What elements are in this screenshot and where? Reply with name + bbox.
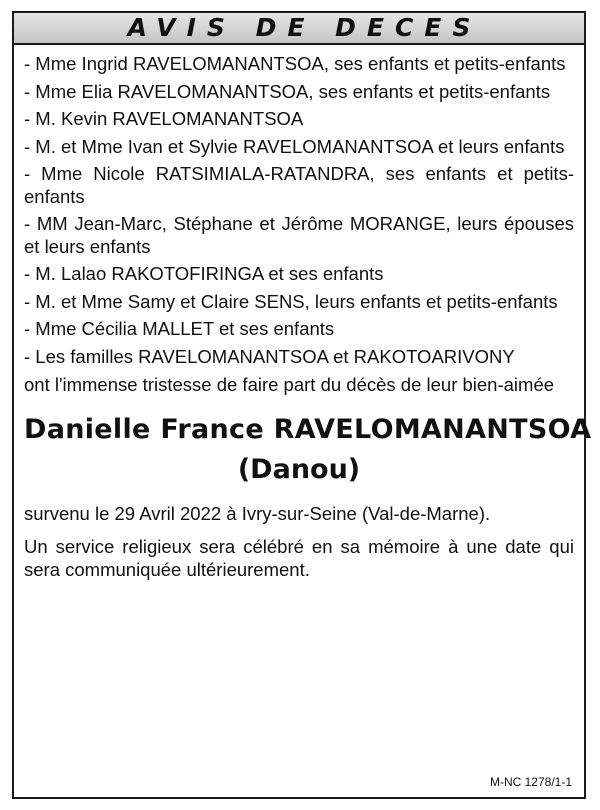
notice-title: AVIS DE DECES	[127, 13, 482, 42]
family-member: - Mme Elia RAVELOMANANTSOA, ses enfants et petits-enfants	[24, 80, 551, 102]
reference-code: M-NC 1278/1-1	[489, 775, 572, 789]
deceased-nickname: (Danou)	[237, 454, 361, 485]
family-list	[24, 53, 574, 368]
announcement-text: ont l'immense tristesse de faire part du décès de leur bien-aimée	[24, 374, 555, 395]
family-member: - Mme Ingrid RAVELOMANANTSOA, ses enfants et petits-enfants	[24, 53, 566, 74]
family-member: - M. et Mme Samy et Claire SENS, leurs enfants et petits-enfants	[24, 290, 558, 312]
family-member: - MM Jean-Marc, Stéphane et Jérôme MORANGE, leurs épouses et leurs enfants	[24, 213, 574, 257]
family-member: - Les familles RAVELOMANANTSOA et RAKOTOARIVONY	[24, 345, 515, 367]
notice-body	[14, 45, 592, 581]
death-info: survenu le 29 Avril 2022 à Ivry-sur-Seine (Val-de-Marne).	[24, 503, 491, 524]
service-info: Un service religieux sera célébré en sa mémoire à une date qui sera communiquée ultérieurement.	[24, 536, 574, 580]
family-member: - M. Lalao RAKOTOFIRINGA et ses enfants	[24, 263, 384, 284]
deceased-name: Danielle France RAVELOMANANTSOA	[24, 414, 592, 445]
death-notice	[12, 11, 592, 799]
family-member: - M. Kevin RAVELOMANANTSOA	[24, 108, 304, 129]
family-member: - Mme Nicole RATSIMIALA-RATANDRA, ses enfants et petits-enfants	[24, 163, 574, 207]
family-member: - Mme Cécilia MALLET et ses enfants	[24, 318, 335, 339]
family-member: - M. et Mme Ivan et Sylvie RAVELOMANANTSOA et leurs enfants	[24, 135, 565, 157]
notice-header	[14, 13, 584, 45]
